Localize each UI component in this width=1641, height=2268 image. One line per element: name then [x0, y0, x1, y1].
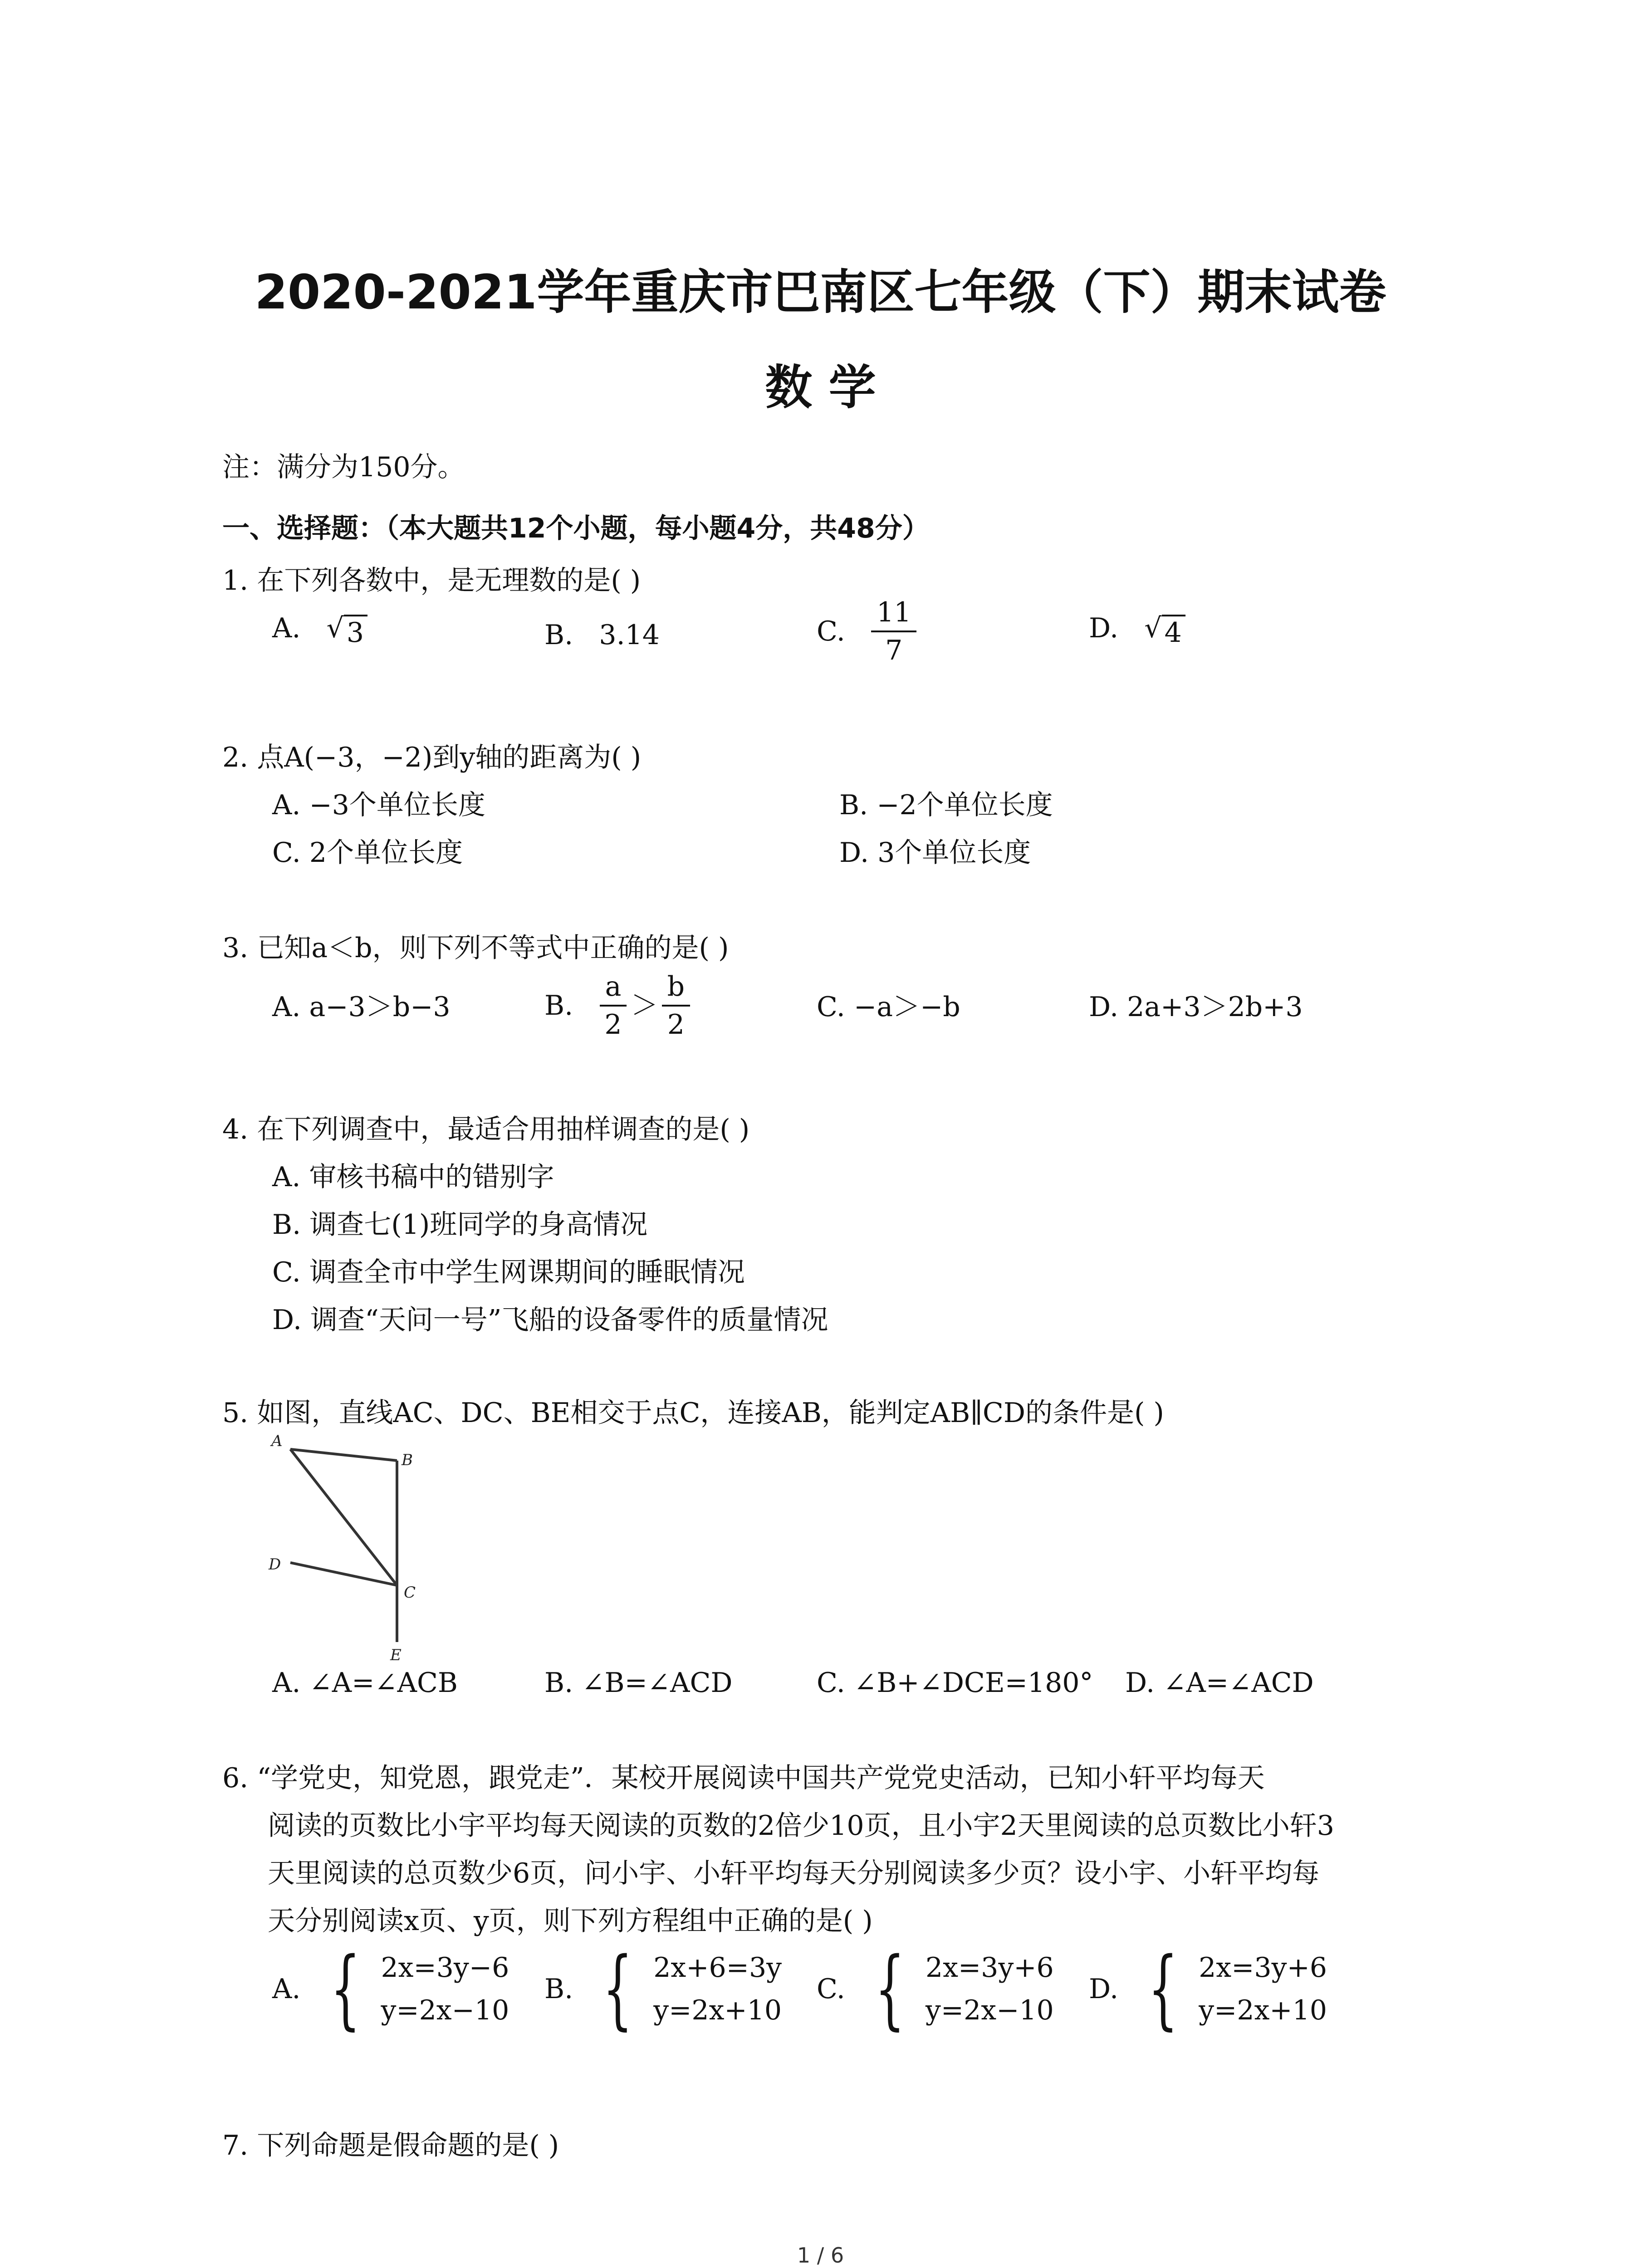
q1-option-d: D. √ 4	[1089, 615, 1185, 646]
fraction: $\frac{11}{7}$	[871, 599, 916, 664]
q6-option-d: D. { 2x=3y+6 y=2x+10	[1089, 1939, 1327, 2039]
equation-system: { 2x=3y+6 y=2x+10	[1148, 1939, 1327, 2039]
equation-system: { 2x+6=3y y=2x+10	[603, 1939, 782, 2039]
q2-option-d: D. 3个单位长度	[839, 837, 1031, 869]
q1-stem: 1. 在下列各数中，是无理数的是( )	[222, 565, 641, 596]
q5-stem: 5. 如图，直线AC、DC、BE相交于点C，连接AB，能判定AB∥CD的条件是( )	[222, 1397, 1164, 1429]
q2-option-c: C. 2个单位长度	[272, 837, 463, 869]
q3-option-d: D. 2a+3＞2b+3	[1089, 991, 1303, 1023]
q3-option-a: A. a−3＞b−3	[272, 991, 451, 1023]
sqrt-symbol: √ 4	[1144, 615, 1185, 646]
q2-option-b: B. −2个单位长度	[839, 789, 1053, 821]
brace-icon: {	[603, 1939, 633, 2039]
segment-ab	[290, 1449, 397, 1461]
q4-option-c: C. 调查全市中学生网课期间的睡眠情况	[272, 1256, 745, 1288]
subject-title: 数 学	[765, 360, 876, 415]
q5-option-d: D. ∠A=∠ACD	[1125, 1667, 1314, 1699]
q6-line-2: 阅读的页数比小宇平均每天阅读的页数的2倍少10页，且小宇2天里阅读的总页数比小轩3	[268, 1810, 1334, 1842]
label-d: D	[269, 1555, 281, 1574]
q6-line-3: 天里阅读的总页数少6页，问小宇、小轩平均每天分别阅读多少页？设小宇、小轩平均每	[268, 1857, 1320, 1889]
q3-stem: 3. 已知a＜b，则下列不等式中正确的是( )	[222, 932, 729, 964]
q6-option-c: C. { 2x=3y+6 y=2x−10	[817, 1939, 1054, 2039]
q2-option-a: A. −3个单位长度	[272, 789, 485, 821]
q5-option-c: C. ∠B+∠DCE=180°	[817, 1667, 1093, 1699]
label-b: B	[402, 1451, 413, 1469]
option-label: A.	[272, 612, 301, 644]
q5-option-b: B. ∠B=∠ACD	[544, 1667, 733, 1699]
q4-option-d: D. 调查“天问一号”飞船的设备零件的质量情况	[272, 1304, 828, 1336]
q6-line-1: 6. “学党史，知党恩，跟党走”．某校开展阅读中国共产党党史活动，已知小轩平均每天	[222, 1762, 1265, 1794]
q6-line-4: 天分别阅读x页、y页，则下列方程组中正确的是( )	[268, 1905, 873, 1937]
label-e: E	[390, 1646, 402, 1664]
section-heading: 一、选择题：（本大题共12个小题，每小题4分，共48分）	[222, 513, 930, 544]
equation-system: { 2x=3y+6 y=2x−10	[875, 1939, 1054, 2039]
brace-icon: {	[1148, 1939, 1178, 2039]
equation-system: { 2x=3y−6 y=2x−10	[330, 1939, 509, 2039]
geometry-figure	[254, 1429, 445, 1665]
q1-option-b: B. 3.14	[544, 619, 660, 651]
q4-option-a: A. 审核书稿中的错别字	[272, 1161, 554, 1193]
exam-title: 2020-2021学年重庆市巴南区七年级（下）期末试卷	[255, 264, 1386, 320]
fraction: $\frac{a}{2}$	[599, 973, 627, 1038]
page-number: 1 / 6	[797, 2243, 844, 2268]
q6-option-b: B. { 2x+6=3y y=2x+10	[544, 1939, 782, 2039]
label-c: C	[404, 1584, 416, 1602]
q7-stem: 7. 下列命题是假命题的是( )	[222, 2130, 559, 2161]
q1-option-a	[272, 612, 367, 649]
q1-option-c: C. $\frac{11}{7}$	[817, 599, 916, 664]
brace-icon: {	[330, 1939, 361, 2039]
brace-icon: {	[875, 1939, 905, 2039]
score-note: 注：满分为150分。	[222, 451, 465, 483]
q3-option-c: C. −a＞−b	[817, 991, 960, 1023]
q4-option-b: B. 调查七(1)班同学的身高情况	[272, 1209, 648, 1241]
sqrt-symbol: √ 3	[327, 615, 367, 646]
q4-stem: 4. 在下列调查中，最适合用抽样调查的是( )	[222, 1114, 750, 1145]
q5-option-a: A. ∠A=∠ACB	[272, 1667, 458, 1699]
label-a: A	[271, 1432, 283, 1450]
q3-option-b: B. $\frac{a}{2}$ ＞ $\frac{b}{2}$	[544, 973, 690, 1038]
q6-option-a: A. { 2x=3y−6 y=2x−10	[272, 1939, 509, 2039]
q2-stem: 2. 点A(−3，−2)到y轴的距离为( )	[222, 742, 642, 773]
fraction: $\frac{b}{2}$	[662, 973, 690, 1038]
